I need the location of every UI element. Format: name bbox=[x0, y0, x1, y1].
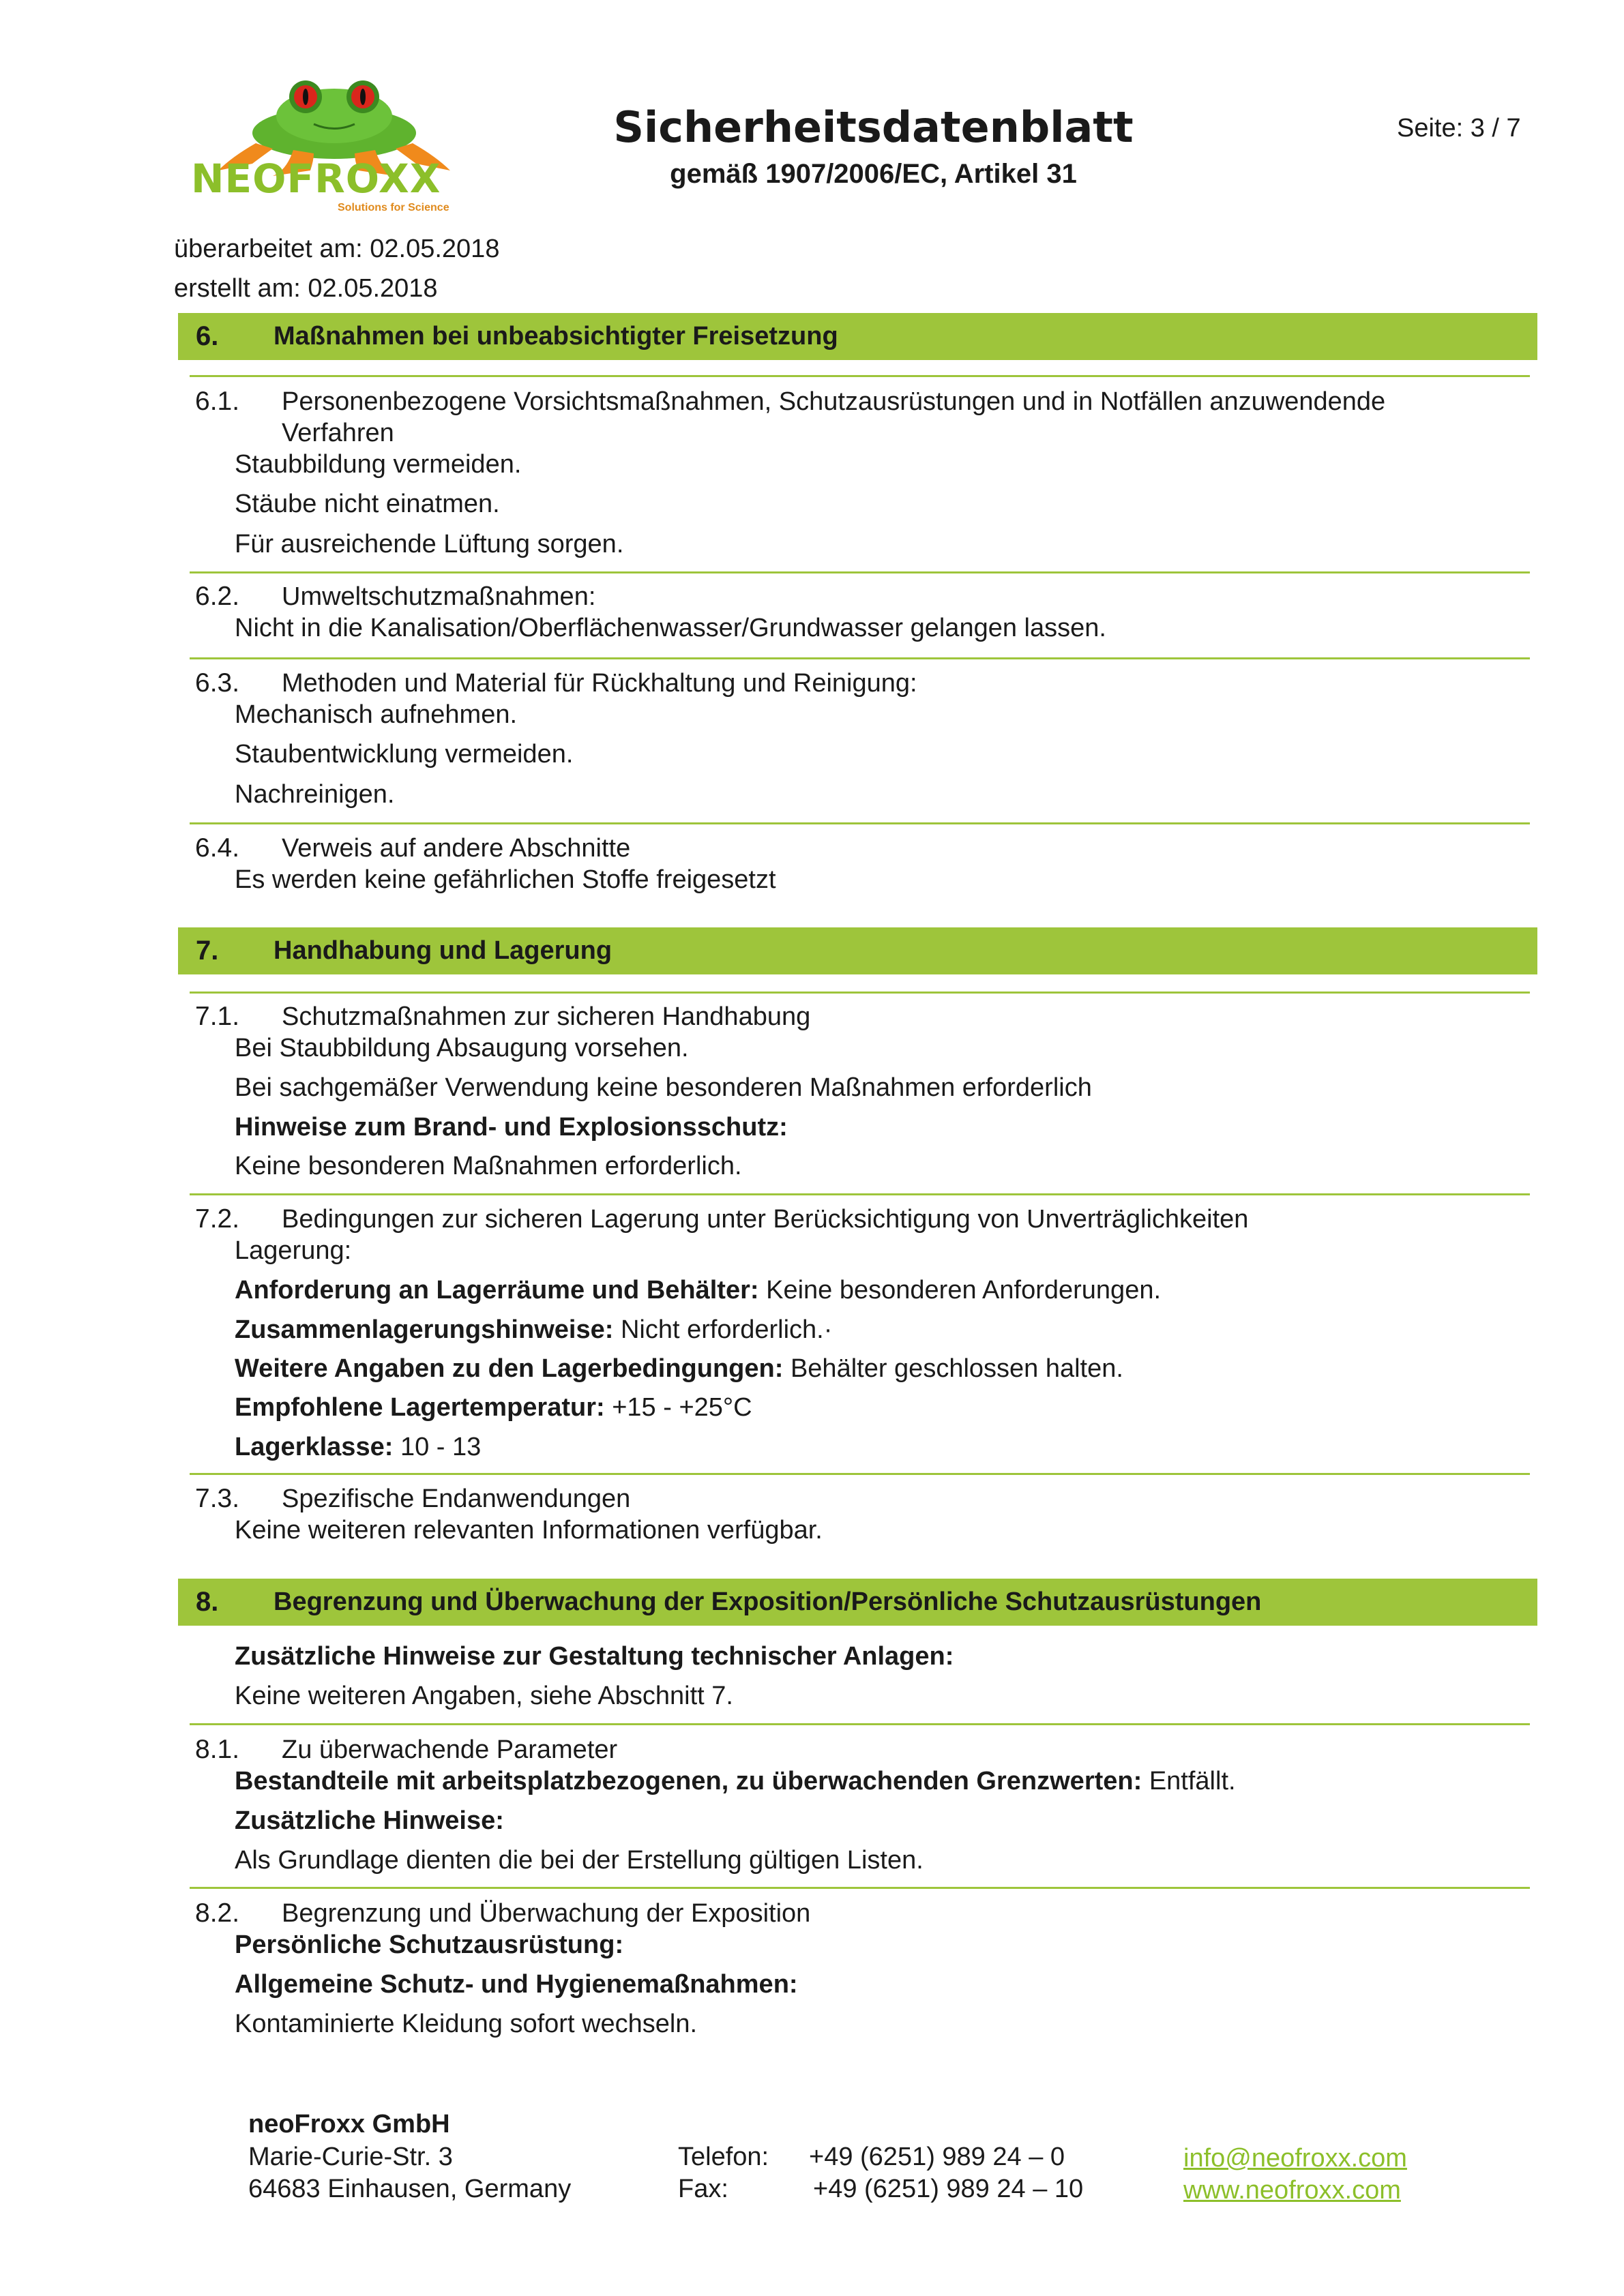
created-date: erstellt am: 02.05.2018 bbox=[174, 274, 438, 303]
subsection-title: Verweis auf andere Abschnitte bbox=[282, 834, 631, 863]
subsection-number: 6.2. bbox=[195, 582, 240, 611]
subsection-number: 8.2. bbox=[195, 1898, 240, 1928]
page-number: Seite: 3 / 7 bbox=[1397, 114, 1521, 143]
text-line: Keine besonderen Maßnahmen erforderlich. bbox=[235, 1152, 742, 1180]
text-line: Stäube nicht einatmen. bbox=[235, 490, 500, 518]
document-title: Sicherheitsdatenblatt bbox=[613, 102, 1134, 152]
logo-text: NEOFROXX bbox=[191, 155, 441, 202]
revised-date: überarbeitet am: 02.05.2018 bbox=[174, 235, 500, 263]
value: Entfällt. bbox=[1149, 1767, 1236, 1795]
limit-values bbox=[235, 1765, 1236, 1797]
divider bbox=[190, 992, 1530, 994]
value: 10 - 13 bbox=[400, 1433, 482, 1461]
label: Anforderung an Lagerräume und Behälter: bbox=[235, 1276, 759, 1304]
bold-heading: Hinweise zum Brand- und Explosionsschutz: bbox=[235, 1113, 788, 1142]
divider bbox=[190, 1193, 1530, 1195]
storage-temperature bbox=[235, 1392, 752, 1423]
text-line: Kontaminierte Kleidung sofort wechseln. bbox=[235, 2010, 698, 2038]
text-line: Bei sachgemäßer Verwendung keine besonderen Maßnahmen erforderlich bbox=[235, 1073, 1092, 1102]
footer-street: Marie-Curie-Str. 3 bbox=[248, 2143, 453, 2171]
divider bbox=[190, 571, 1530, 573]
subsection-title: Begrenzung und Überwachung der Exposition bbox=[282, 1899, 811, 1928]
section-8-header bbox=[178, 1579, 1537, 1626]
bold-heading: Persönliche Schutzausrüstung: bbox=[235, 1930, 624, 1959]
bold-heading: Zusätzliche Hinweise: bbox=[235, 1806, 504, 1835]
storage-compatibility bbox=[235, 1314, 832, 1345]
section-title: Handhabung und Lagerung bbox=[274, 936, 612, 965]
value: Nicht erforderlich.· bbox=[620, 1315, 833, 1344]
value: +15 - +25°C bbox=[612, 1393, 752, 1422]
subsection-number: 7.2. bbox=[195, 1204, 240, 1234]
footer-company: neoFroxx GmbH bbox=[248, 2110, 450, 2138]
section-7-header bbox=[178, 927, 1537, 974]
section-number: 6. bbox=[196, 321, 219, 351]
subsection-title: Spezifische Endanwendungen bbox=[282, 1485, 631, 1513]
footer-email-link[interactable]: info@neofroxx.com bbox=[1183, 2144, 1407, 2173]
section-number: 7. bbox=[196, 936, 219, 966]
value: Behälter geschlossen halten. bbox=[790, 1354, 1123, 1383]
text-line: Mechanisch aufnehmen. bbox=[235, 700, 518, 729]
divider bbox=[190, 1723, 1530, 1725]
subsection-number: 6.3. bbox=[195, 668, 240, 698]
divider bbox=[190, 657, 1530, 659]
divider bbox=[190, 1887, 1530, 1889]
subsection-title: Umweltschutzmaßnahmen: bbox=[282, 582, 596, 611]
footer-fax-label: Fax: bbox=[678, 2175, 728, 2203]
bold-heading: Zusätzliche Hinweise zur Gestaltung technischer Anlagen: bbox=[235, 1642, 954, 1671]
subsection-number: 8.1. bbox=[195, 1735, 240, 1764]
footer-tel: +49 (6251) 989 24 – 0 bbox=[809, 2143, 1065, 2171]
divider bbox=[190, 1473, 1530, 1475]
section-number: 8. bbox=[196, 1587, 219, 1617]
section-6-header bbox=[178, 313, 1537, 360]
text-line: Es werden keine gefährlichen Stoffe freigesetzt bbox=[235, 865, 776, 894]
divider bbox=[190, 375, 1530, 377]
section-title: Maßnahmen bei unbeabsichtigter Freisetzung bbox=[274, 322, 838, 351]
document-subtitle: gemäß 1907/2006/EC, Artikel 31 bbox=[670, 159, 1077, 189]
label: Bestandteile mit arbeitsplatzbezogenen, zu überwachenden Grenzwerten: bbox=[235, 1767, 1142, 1795]
subsection-number: 7.3. bbox=[195, 1484, 240, 1513]
subsection-title: Methoden und Material für Rückhaltung und Reinigung: bbox=[282, 669, 917, 698]
text-line: Lagerung: bbox=[235, 1236, 352, 1265]
subsection-title: Personenbezogene Vorsichtsmaßnahmen, Schutzausrüstungen und in Notfällen anzuwendende bbox=[282, 387, 1386, 416]
subsection-number: 6.4. bbox=[195, 833, 240, 863]
bold-heading: Allgemeine Schutz- und Hygienemaßnahmen: bbox=[235, 1970, 798, 1999]
label: Empfohlene Lagertemperatur: bbox=[235, 1393, 605, 1422]
subsection-title: Zu überwachende Parameter bbox=[282, 1735, 618, 1764]
text-line: Keine weiteren relevanten Informationen verfügbar. bbox=[235, 1516, 823, 1545]
text-line: Nachreinigen. bbox=[235, 780, 395, 809]
label: Lagerklasse: bbox=[235, 1433, 394, 1461]
subsection-number: 7.1. bbox=[195, 1002, 240, 1031]
storage-conditions bbox=[235, 1353, 1123, 1384]
subsection-title-cont: Verfahren bbox=[282, 419, 394, 447]
footer-web-link[interactable]: www.neofroxx.com bbox=[1183, 2176, 1401, 2205]
text-line: Staubentwicklung vermeiden. bbox=[235, 740, 574, 769]
label: Weitere Angaben zu den Lagerbedingungen: bbox=[235, 1354, 784, 1383]
text-line: Staubbildung vermeiden. bbox=[235, 450, 522, 479]
logo-tagline: Solutions for Science bbox=[338, 202, 449, 213]
divider bbox=[190, 822, 1530, 824]
value: Keine besonderen Anforderungen. bbox=[766, 1276, 1162, 1304]
text-line: Für ausreichende Lüftung sorgen. bbox=[235, 530, 624, 558]
label: Zusammenlagerungshinweise: bbox=[235, 1315, 614, 1344]
footer-fax: +49 (6251) 989 24 – 10 bbox=[813, 2175, 1084, 2203]
footer-city: 64683 Einhausen, Germany bbox=[248, 2175, 572, 2203]
text-line: Keine weiteren Angaben, siehe Abschnitt 7. bbox=[235, 1682, 733, 1710]
text-line: Als Grundlage dienten die bei der Erstellung gültigen Listen. bbox=[235, 1846, 924, 1875]
text-line: Nicht in die Kanalisation/Oberflächenwasser/Grundwasser gelangen lassen. bbox=[235, 614, 1106, 642]
subsection-title: Schutzmaßnahmen zur sicheren Handhabung bbox=[282, 1002, 811, 1031]
subsection-number: 6.1. bbox=[195, 387, 240, 416]
footer-tel-label: Telefon: bbox=[678, 2143, 769, 2171]
storage-class bbox=[235, 1431, 481, 1463]
subsection-title: Bedingungen zur sicheren Lagerung unter Berücksichtigung von Unverträglichkeiten bbox=[282, 1205, 1249, 1234]
section-title: Begrenzung und Überwachung der Exposition/Persönliche Schutzausrüstungen bbox=[274, 1587, 1262, 1616]
text-line: Bei Staubbildung Absaugung vorsehen. bbox=[235, 1034, 689, 1062]
storage-requirement bbox=[235, 1274, 1161, 1306]
